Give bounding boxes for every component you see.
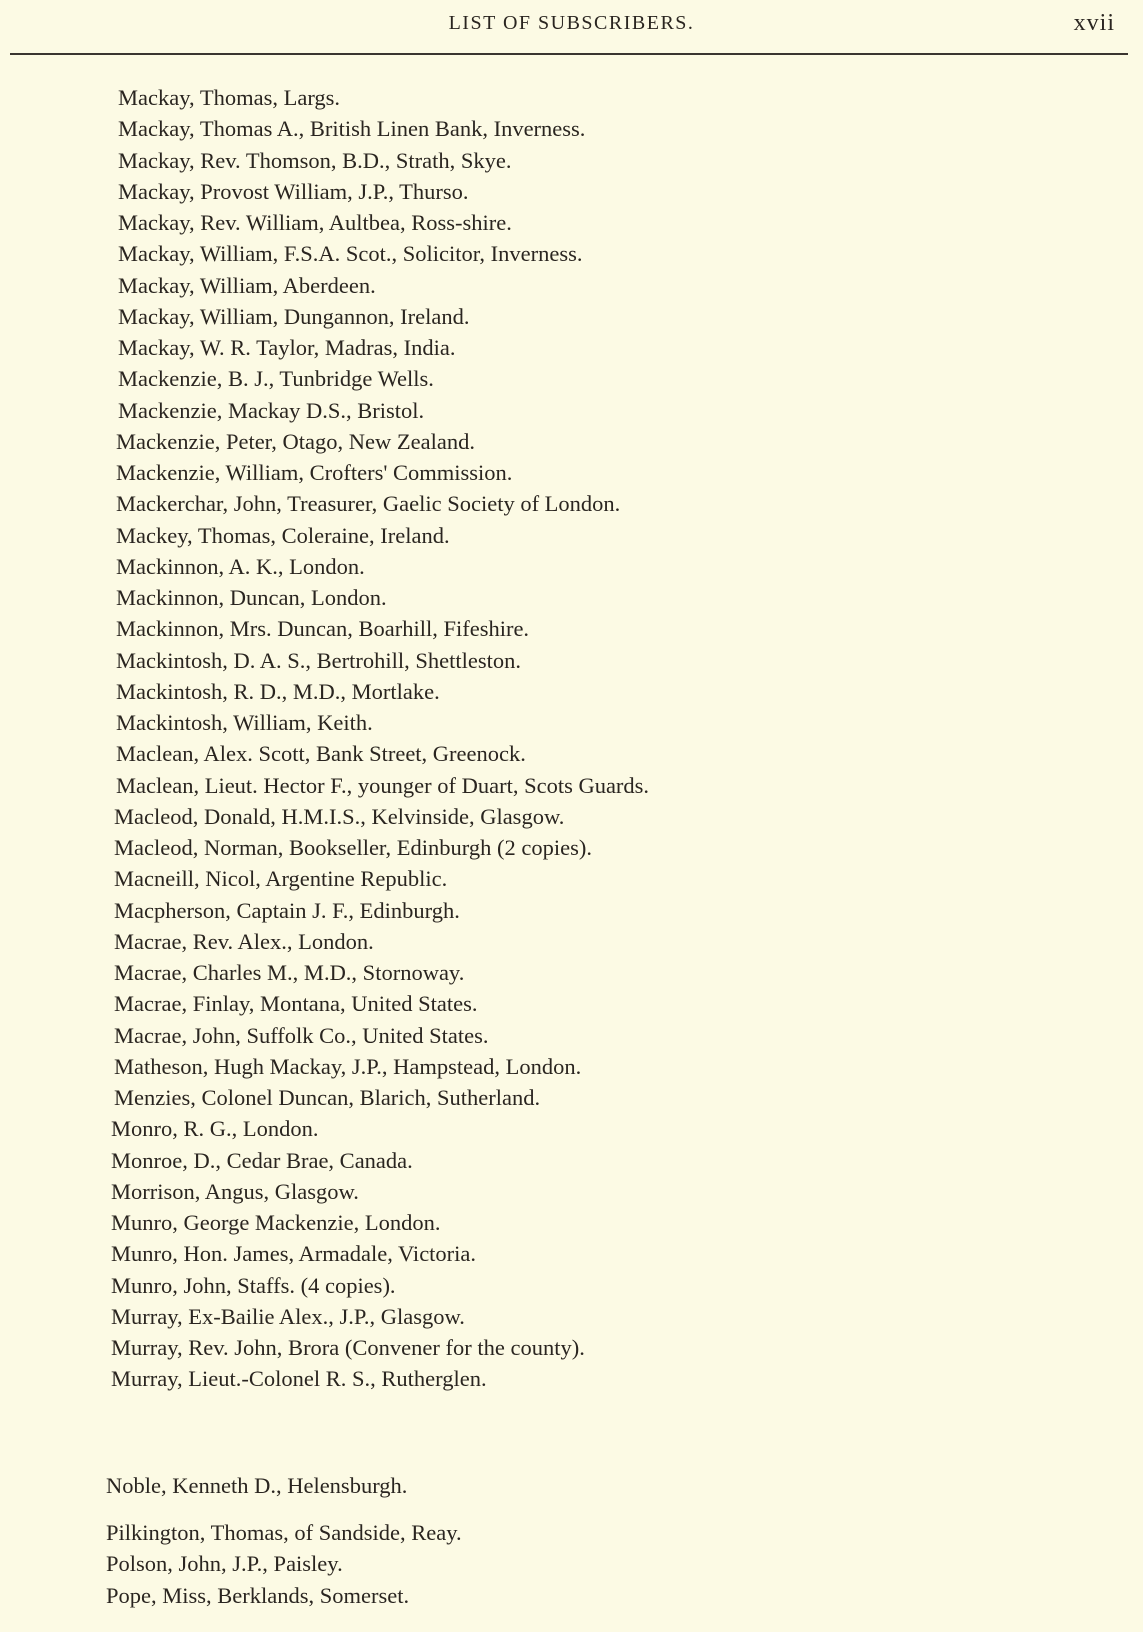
subscriber-entry: Mackay, Provost William, J.P., Thurso.: [118, 178, 469, 204]
subscriber-entry: Mackintosh, William, Keith.: [116, 710, 373, 735]
subscriber-entry: Maclean, Lieut. Hector F., younger of Duart, Scots Guards.: [116, 772, 650, 798]
subscriber-entry: Mackenzie, Mackay D.S., Bristol.: [118, 397, 425, 423]
subscriber-entry: Monro, R. G., London.: [111, 1116, 319, 1142]
subscriber-entry: Macrae, Finlay, Montana, United States.: [114, 991, 478, 1017]
subscriber-entry: Mackenzie, Peter, Otago, New Zealand.: [116, 428, 475, 454]
subscriber-entry: Mackay, William, Dungannon, Ireland.: [118, 303, 470, 329]
subscriber-entry: Mackay, William, F.S.A. Scot., Solicitor, Inverness.: [118, 241, 583, 267]
subscriber-entry: Mackay, Thomas, Largs.: [118, 85, 341, 110]
page-number: xvii: [1073, 10, 1115, 36]
subscriber-entry: Mackenzie, B. J., Tunbridge Wells.: [118, 366, 434, 392]
subscriber-entry: Monroe, D., Cedar Brae, Canada.: [111, 1147, 413, 1173]
subscriber-entry: Polson, John, J.P., Paisley.: [106, 1551, 343, 1577]
subscriber-entry: Munro, Hon. James, Armadale, Victoria.: [111, 1241, 477, 1267]
subscriber-entry: Mackinnon, Mrs. Duncan, Boarhill, Fifeshire.: [116, 616, 530, 642]
subscriber-entry: Mackay, Rev. William, Aultbea, Ross-shire.: [118, 210, 512, 235]
subscriber-entry: Mackenzie, William, Crofters' Commission.: [116, 460, 513, 485]
subscriber-entry: Murray, Ex-Bailie Alex., J.P., Glasgow.: [111, 1303, 465, 1329]
subscriber-entry: Mackay, Rev. Thomson, B.D., Strath, Skye.: [118, 147, 512, 173]
subscriber-entry: Pilkington, Thomas, of Sandside, Reay.: [106, 1520, 462, 1545]
subscriber-entry: Mackay, W. R. Taylor, Madras, India.: [118, 335, 456, 360]
subscriber-entry: Macleod, Norman, Bookseller, Edinburgh (2 copies).: [114, 835, 592, 860]
subscriber-entry: Mackinnon, A. K., London.: [116, 553, 365, 579]
subscriber-entry: Morrison, Angus, Glasgow.: [111, 1178, 359, 1204]
header-rule: [10, 53, 1128, 55]
subscriber-entry: Munro, George Mackenzie, London.: [111, 1210, 441, 1235]
subscriber-entry: Mackay, William, Aberdeen.: [118, 272, 376, 298]
subscriber-list-p: [106, 1517, 462, 1611]
subscriber-entry: Mackintosh, D. A. S., Bertrohill, Shettleston.: [116, 647, 521, 673]
subscriber-entry: Mackey, Thomas, Coleraine, Ireland.: [116, 522, 450, 548]
running-header: LIST OF SUBSCRIBERS.: [448, 12, 695, 34]
subscriber-entry: Maclean, Alex. Scott, Bank Street, Greenock.: [116, 741, 526, 767]
subscriber-entry: Mackinnon, Duncan, London.: [116, 585, 387, 610]
subscriber-entry: Murray, Lieut.-Colonel R. S., Rutherglen.: [111, 1366, 487, 1392]
subscriber-entry: Macpherson, Captain J. F., Edinburgh.: [114, 897, 460, 923]
subscriber-entry: Mackay, Thomas A., British Linen Bank, Inverness.: [118, 116, 586, 142]
subscriber-entry: Macrae, John, Suffolk Co., United States.: [114, 1022, 489, 1048]
subscriber-entry: Matheson, Hugh Mackay, J.P., Hampstead, London.: [114, 1053, 582, 1079]
subscriber-entry: Mackerchar, John, Treasurer, Gaelic Society of London.: [116, 491, 621, 517]
subscriber-entry: Pope, Miss, Berklands, Somerset.: [106, 1582, 410, 1608]
subscriber-entry: Murray, Rev. John, Brora (Convener for the county).: [111, 1335, 585, 1360]
subscriber-entry: Macneill, Nicol, Argentine Republic.: [114, 866, 448, 892]
subscriber-entry: Macrae, Rev. Alex., London.: [114, 928, 374, 954]
subscriber-entry: Menzies, Colonel Duncan, Blarich, Sutherland.: [114, 1085, 541, 1110]
subscriber-list-m: [111, 82, 650, 1395]
subscriber-entry: Mackintosh, R. D., M.D., Mortlake.: [116, 678, 440, 704]
subscriber-entry: Macrae, Charles M., M.D., Stornoway.: [114, 960, 465, 985]
subscriber-entry: Noble, Kenneth D., Helensburgh.: [106, 1473, 408, 1498]
subscriber-entry: Macleod, Donald, H.M.I.S., Kelvinside, Glasgow.: [114, 803, 565, 829]
subscriber-list-n: [106, 1470, 407, 1501]
subscriber-entry: Munro, John, Staffs. (4 copies).: [111, 1272, 396, 1298]
